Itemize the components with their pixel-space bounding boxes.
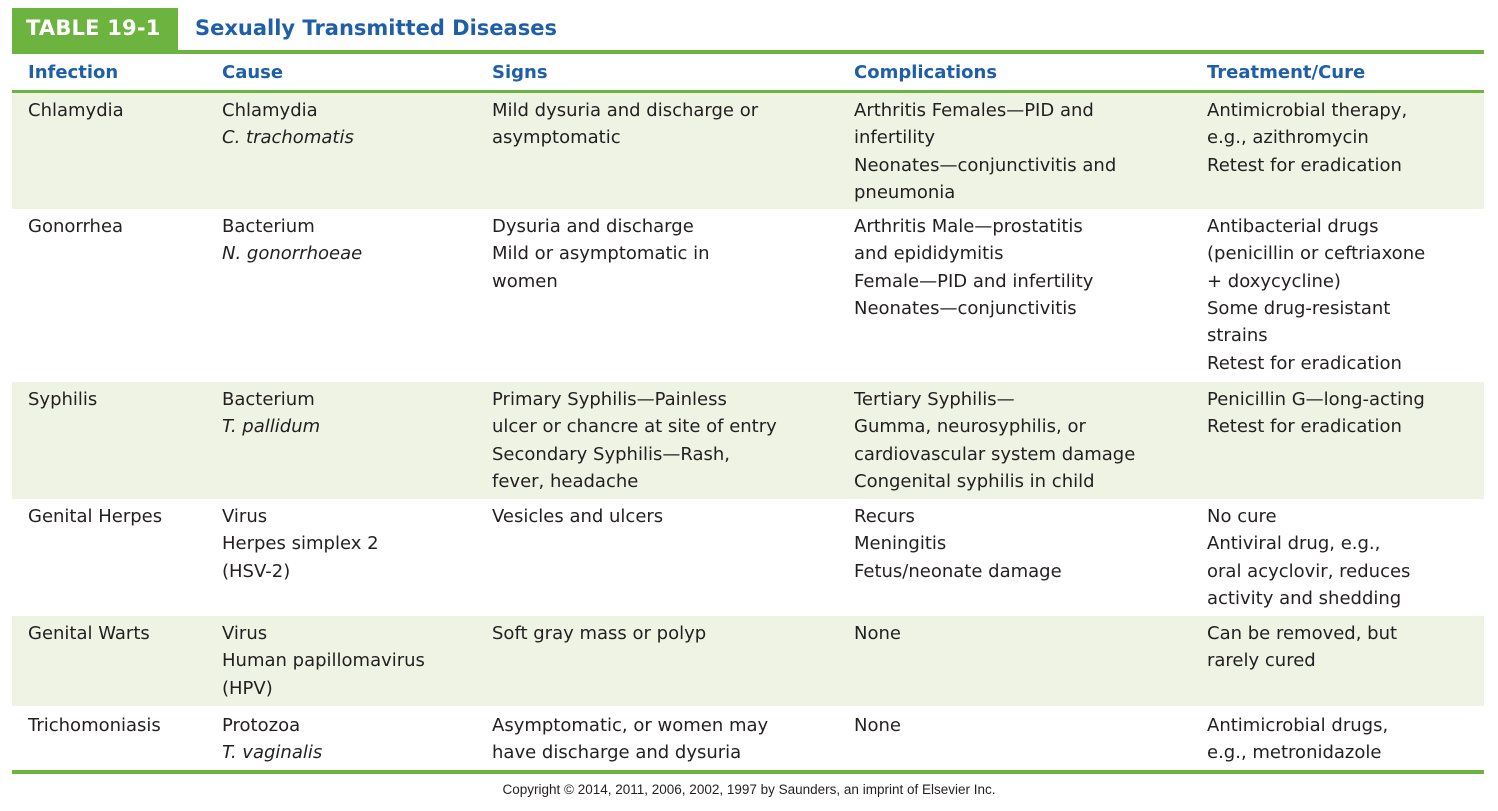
- cell-signs: [476, 616, 838, 706]
- cell-treatment: [1191, 499, 1484, 616]
- cell-line: Secondary Syphilis—Rash,: [492, 443, 730, 465]
- cell-line: strains: [1207, 325, 1268, 347]
- column-header-signs: Signs: [476, 54, 838, 92]
- cell-cause: [206, 706, 476, 772]
- table-title: Sexually Transmitted Diseases: [195, 16, 557, 40]
- cell-line: Virus: [222, 623, 268, 645]
- cell-line: Penicillin G—long-acting: [1207, 389, 1425, 411]
- cell-line: rarely cured: [1207, 650, 1316, 672]
- cell-line: Bacterium: [222, 216, 315, 238]
- cell-line: (HPV): [222, 677, 273, 699]
- cell-line-species: T. vaginalis: [222, 742, 323, 764]
- cell-infection: [12, 92, 206, 210]
- cell-line: Antibacterial drugs: [1207, 216, 1379, 238]
- cell-line: fever, headache: [492, 471, 639, 493]
- cell-line: Female—PID and infertility: [854, 270, 1094, 292]
- cell-line: e.g., azithromycin: [1207, 127, 1369, 149]
- cell-line: cardiovascular system damage: [854, 443, 1136, 465]
- cell-cause: [206, 209, 476, 382]
- cell-cause: [206, 499, 476, 616]
- cell-line-species: T. pallidum: [222, 416, 321, 438]
- cell-signs: [476, 92, 838, 210]
- table-title-bar: [12, 8, 1484, 54]
- cell-infection: [12, 616, 206, 706]
- cell-complications: [838, 382, 1191, 499]
- cell-line: asymptomatic: [492, 127, 621, 149]
- cell-cause: [206, 616, 476, 706]
- cell-line: Fetus/neonate damage: [854, 560, 1062, 582]
- cell-signs: [476, 209, 838, 382]
- cell-line: (penicillin or ceftriaxone: [1207, 243, 1426, 265]
- cell-line: Antiviral drug, e.g.,: [1207, 533, 1381, 555]
- cell-line: Tertiary Syphilis—: [854, 389, 1015, 411]
- cell-signs: [476, 499, 838, 616]
- cell-line: + doxycycline): [1207, 270, 1341, 292]
- table-row-syphilis: [12, 382, 1484, 499]
- table-row-genital-warts: [12, 616, 1484, 706]
- table-row-gonorrhea: [12, 209, 1484, 382]
- cell-line: Retest for eradication: [1207, 416, 1402, 438]
- cell-line: Retest for eradication: [1207, 352, 1402, 374]
- cell-line: Arthritis Females—PID and: [854, 100, 1094, 121]
- cell-line: Virus: [222, 506, 268, 528]
- cell-complications: [838, 92, 1191, 210]
- cell-line: pneumonia: [854, 181, 956, 203]
- cell-line: Genital Warts: [28, 623, 150, 645]
- cell-line: Human papillomavirus: [222, 650, 425, 672]
- cell-treatment: [1191, 209, 1484, 382]
- cell-complications: [838, 209, 1191, 382]
- cell-signs: [476, 382, 838, 499]
- cell-line: Gumma, neurosyphilis, or: [854, 416, 1086, 438]
- cell-line: (HSV-2): [222, 560, 291, 582]
- cell-line: Meningitis: [854, 533, 947, 555]
- cell-line: Asymptomatic, or women may: [492, 715, 769, 737]
- cell-complications: [838, 706, 1191, 772]
- cell-line: Vesicles and ulcers: [492, 506, 664, 528]
- table-row-genital-herpes: [12, 499, 1484, 616]
- cell-line: Antimicrobial drugs,: [1207, 715, 1389, 737]
- cell-line: Neonates—conjunctivitis and: [854, 154, 1117, 176]
- cell-line: ulcer or chancre at site of entry: [492, 416, 777, 438]
- cell-complications: [838, 499, 1191, 616]
- cell-infection: [12, 382, 206, 499]
- cell-line: Can be removed, but: [1207, 623, 1398, 645]
- cell-line: Gonorrhea: [28, 216, 124, 238]
- cell-line: Antimicrobial therapy,: [1207, 100, 1408, 121]
- cell-line: Protozoa: [222, 715, 301, 737]
- cell-line: None: [854, 623, 901, 645]
- cell-line: Trichomoniasis: [28, 715, 161, 737]
- cell-line: Congenital syphilis in child: [854, 471, 1095, 493]
- cell-signs: [476, 706, 838, 772]
- cell-line: Mild dysuria and discharge or: [492, 100, 759, 121]
- cell-line: e.g., metronidazole: [1207, 742, 1382, 764]
- cell-line: Recurs: [854, 506, 915, 528]
- cell-line: Genital Herpes: [28, 506, 163, 528]
- cell-line-species: N. gonorrhoeae: [222, 243, 363, 265]
- cell-line: have discharge and dysuria: [492, 742, 742, 764]
- cell-cause: [206, 382, 476, 499]
- cell-line: Mild or asymptomatic in: [492, 243, 710, 265]
- cell-line-species: C. trachomatis: [222, 127, 354, 149]
- cell-line: No cure: [1207, 506, 1277, 528]
- column-header-cause: Cause: [206, 54, 476, 92]
- cell-line: Soft gray mass or polyp: [492, 623, 707, 645]
- cell-line: oral acyclovir, reduces: [1207, 560, 1411, 582]
- column-header-treatment: Treatment/Cure: [1191, 54, 1484, 92]
- column-header-infection: Infection: [12, 54, 206, 92]
- table-row-trichomoniasis: [12, 706, 1484, 772]
- copyright-notice: Copyright © 2014, 2011, 2006, 2002, 1997 by Saunders, an imprint of Elsevier Inc.: [502, 782, 996, 797]
- cell-treatment: [1191, 382, 1484, 499]
- cell-treatment: [1191, 92, 1484, 210]
- cell-line: Arthritis Male—prostatitis: [854, 216, 1083, 238]
- cell-line: Syphilis: [28, 389, 98, 411]
- cell-line: infertility: [854, 127, 935, 149]
- cell-line: activity and shedding: [1207, 588, 1402, 610]
- table-row-chlamydia: [12, 92, 1484, 210]
- cell-infection: [12, 706, 206, 772]
- cell-line: Chlamydia: [222, 100, 318, 121]
- cell-infection: [12, 209, 206, 382]
- cell-line: and epididymitis: [854, 243, 1004, 265]
- table-header-row: [12, 54, 1484, 92]
- cell-infection: [12, 499, 206, 616]
- cell-line: Neonates—conjunctivitis: [854, 298, 1077, 320]
- cell-line: women: [492, 270, 558, 292]
- cell-treatment: [1191, 706, 1484, 772]
- cell-treatment: [1191, 616, 1484, 706]
- cell-line: Bacterium: [222, 389, 315, 411]
- table-number-tag: TABLE 19-1: [12, 8, 178, 50]
- cell-line: Herpes simplex 2: [222, 533, 379, 555]
- cell-line: None: [854, 715, 901, 737]
- cell-cause: [206, 92, 476, 210]
- cell-line: Chlamydia: [28, 100, 124, 121]
- std-table-figure: [12, 8, 1484, 774]
- std-table: [12, 54, 1484, 774]
- cell-line: Some drug-resistant: [1207, 298, 1391, 320]
- cell-line: Retest for eradication: [1207, 154, 1402, 176]
- cell-line: Dysuria and discharge: [492, 216, 694, 238]
- column-header-complications: Complications: [838, 54, 1191, 92]
- cell-line: Primary Syphilis—Painless: [492, 389, 727, 411]
- cell-complications: [838, 616, 1191, 706]
